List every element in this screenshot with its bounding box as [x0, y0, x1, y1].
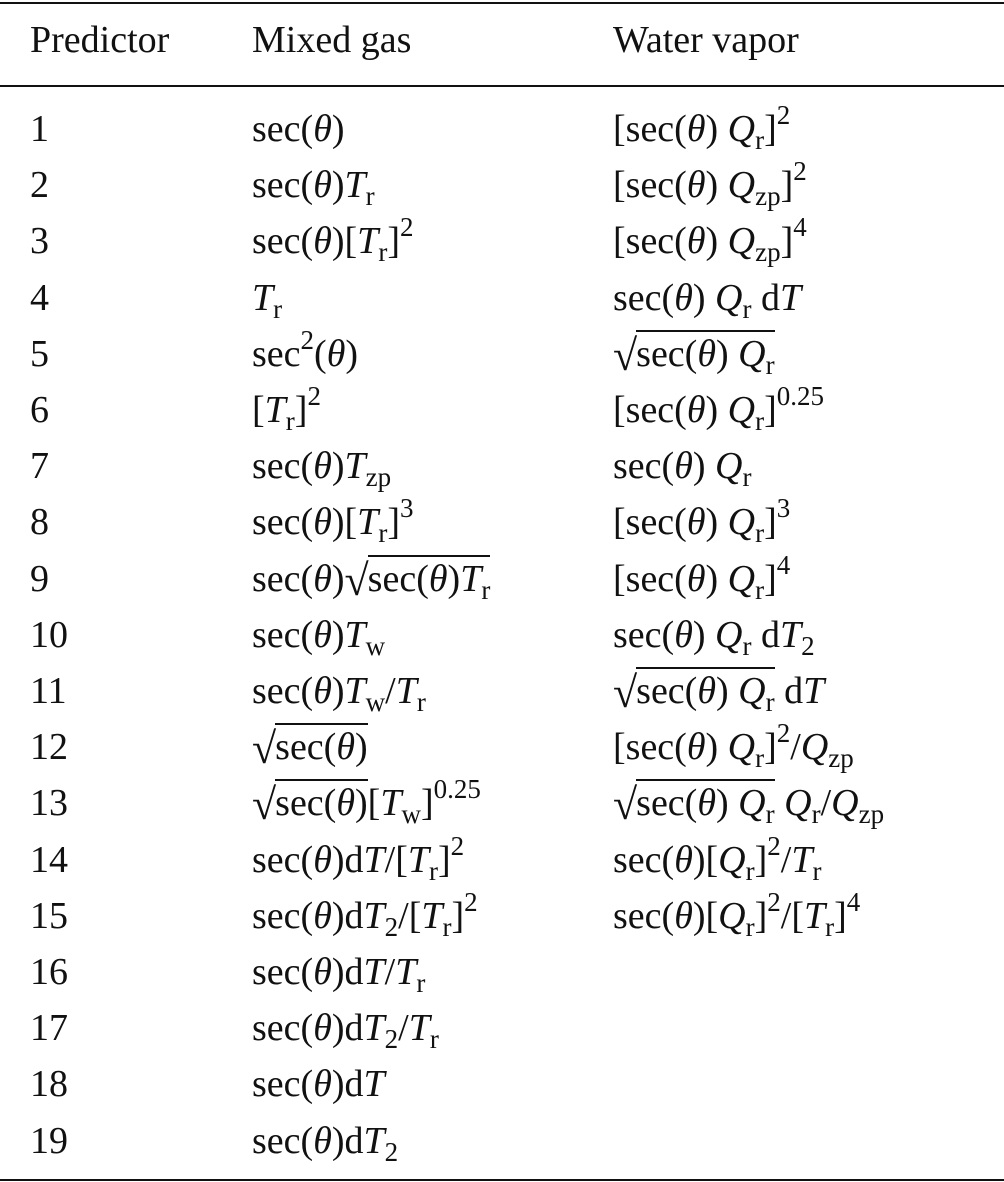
cell-predictor: 11 [30, 670, 67, 712]
cell-predictor: 13 [30, 782, 68, 825]
top-rule [0, 2, 1004, 4]
table-row [0, 213, 1004, 269]
table-row [0, 663, 1004, 719]
table-row [0, 101, 1004, 157]
cell-mixed-gas: $\sec(\theta)T_w$ [252, 613, 386, 661]
cell-water-vapor: [sec(θ) $Q_r]^2/Q_{zp}$ [613, 718, 854, 774]
cell-predictor: 16 [30, 951, 68, 993]
bottom-rule [0, 1179, 1004, 1181]
cell-predictor: 7 [30, 445, 49, 488]
cell-mixed-gas: $\sec^2(\theta)$ [252, 324, 359, 375]
cell-predictor: 10 [30, 613, 68, 656]
cell-mixed-gas: $\sec(\theta)dT_2/[T_r]^2$ [252, 886, 478, 942]
table-row [0, 551, 1004, 607]
cell-mixed-gas: $[T_r]^2$ [252, 381, 321, 436]
cell-predictor: 18 [30, 1063, 68, 1106]
cell-water-vapor: [sec(θ) $Q_r]^{0.25}$ [613, 381, 825, 436]
cell-water-vapor: [sec(θ) $Q_{zp}]^4$ [613, 212, 807, 268]
cell-water-vapor: [sec(θ) $Q_r]^3$ [613, 493, 791, 549]
cell-mixed-gas: $\sec(\theta)[T_r]^3$ [252, 493, 414, 549]
table-row [0, 944, 1004, 1000]
cell-mixed-gas: $\sec(\theta)dT_2$ [252, 1119, 399, 1167]
cell-mixed-gas: $\sec(\theta)dT/T_r$ [252, 951, 426, 998]
cell-mixed-gas: $\sec(\theta)T_{zp}$ [252, 445, 392, 493]
cell-mixed-gas: sec(θ) [252, 108, 345, 150]
cell-water-vapor: $\sec(\theta)[Q_r]^2/[T_r]^4$ [613, 886, 861, 942]
cell-water-vapor: sec(θ) $Q_r$ [613, 445, 752, 493]
header-mixed-gas: Mixed gas [252, 19, 412, 61]
table-row [0, 326, 1004, 382]
cell-mixed-gas: $\sec(\theta)dT/[T_r]^2$ [252, 830, 465, 886]
cell-mixed-gas: $\sec(\theta)T_r$ [252, 164, 375, 212]
cell-predictor: 1 [30, 108, 49, 150]
table-row [0, 270, 1004, 326]
cell-predictor: 9 [30, 557, 49, 600]
cell-water-vapor: √sec(θ) $Q_r$ $Q_r/Q_{zp}$ [613, 780, 885, 830]
cell-water-vapor: sec(θ) $Q_r$ dT [613, 276, 802, 324]
cell-water-vapor: $\sec(\theta)[Q_r]^2/T_r$ [613, 830, 822, 886]
cell-predictor: 14 [30, 838, 68, 881]
header-predictor: Predictor [30, 19, 170, 61]
cell-mixed-gas: sec(θ)dT [252, 1063, 385, 1106]
table-row [0, 888, 1004, 944]
cell-mixed-gas: $\sec(\theta)[T_r]^2$ [252, 212, 414, 268]
cell-water-vapor: [sec(θ) $Q_r]^4$ [613, 549, 791, 605]
cell-mixed-gas: $\sec(\theta)T_w/T_r$ [252, 670, 426, 717]
cell-predictor: 17 [30, 1007, 68, 1050]
table-row [0, 1113, 1004, 1169]
cell-water-vapor: √sec(θ) $Q_r$ dT [613, 668, 825, 717]
cell-predictor: 12 [30, 726, 68, 769]
header-rule [0, 85, 1004, 87]
table-row [0, 382, 1004, 438]
table-row [0, 719, 1004, 775]
table-row [0, 438, 1004, 494]
cell-predictor: 15 [30, 894, 68, 937]
cell-predictor: 5 [30, 332, 49, 375]
cell-predictor: 4 [30, 276, 49, 319]
header-water-vapor: Water vapor [613, 19, 799, 61]
cell-water-vapor: [sec(θ) $Q_r]^2$ [613, 100, 791, 155]
table-row [0, 157, 1004, 213]
table-row [0, 607, 1004, 663]
table-row [0, 1000, 1004, 1056]
cell-predictor: 8 [30, 501, 49, 544]
cell-predictor: 3 [30, 220, 49, 263]
cell-predictor: 19 [30, 1119, 68, 1162]
header-row [0, 12, 1004, 68]
table-row [0, 494, 1004, 550]
table-row [0, 775, 1004, 831]
cell-mixed-gas: √sec(θ) [252, 724, 368, 774]
table-row [0, 1056, 1004, 1112]
table-row [0, 832, 1004, 888]
cell-water-vapor: sec(θ) $Q_r$ $dT_2$ [613, 613, 815, 661]
cell-mixed-gas: $\sec(\theta)√\sec(\theta)T_r$ [252, 555, 491, 605]
cell-water-vapor: [sec(θ) $Q_{zp}]^2$ [613, 156, 807, 212]
cell-mixed-gas: $√\sec(\theta)[T_w]^{0.25}$ [252, 774, 481, 830]
cell-water-vapor: √sec(θ) $Q_r$ [613, 330, 775, 380]
cell-predictor: 6 [30, 389, 49, 431]
cell-mixed-gas: $\sec(\theta)dT_2/T_r$ [252, 1007, 439, 1055]
cell-mixed-gas: $T_r$ [252, 276, 283, 324]
cell-predictor: 2 [30, 164, 49, 207]
